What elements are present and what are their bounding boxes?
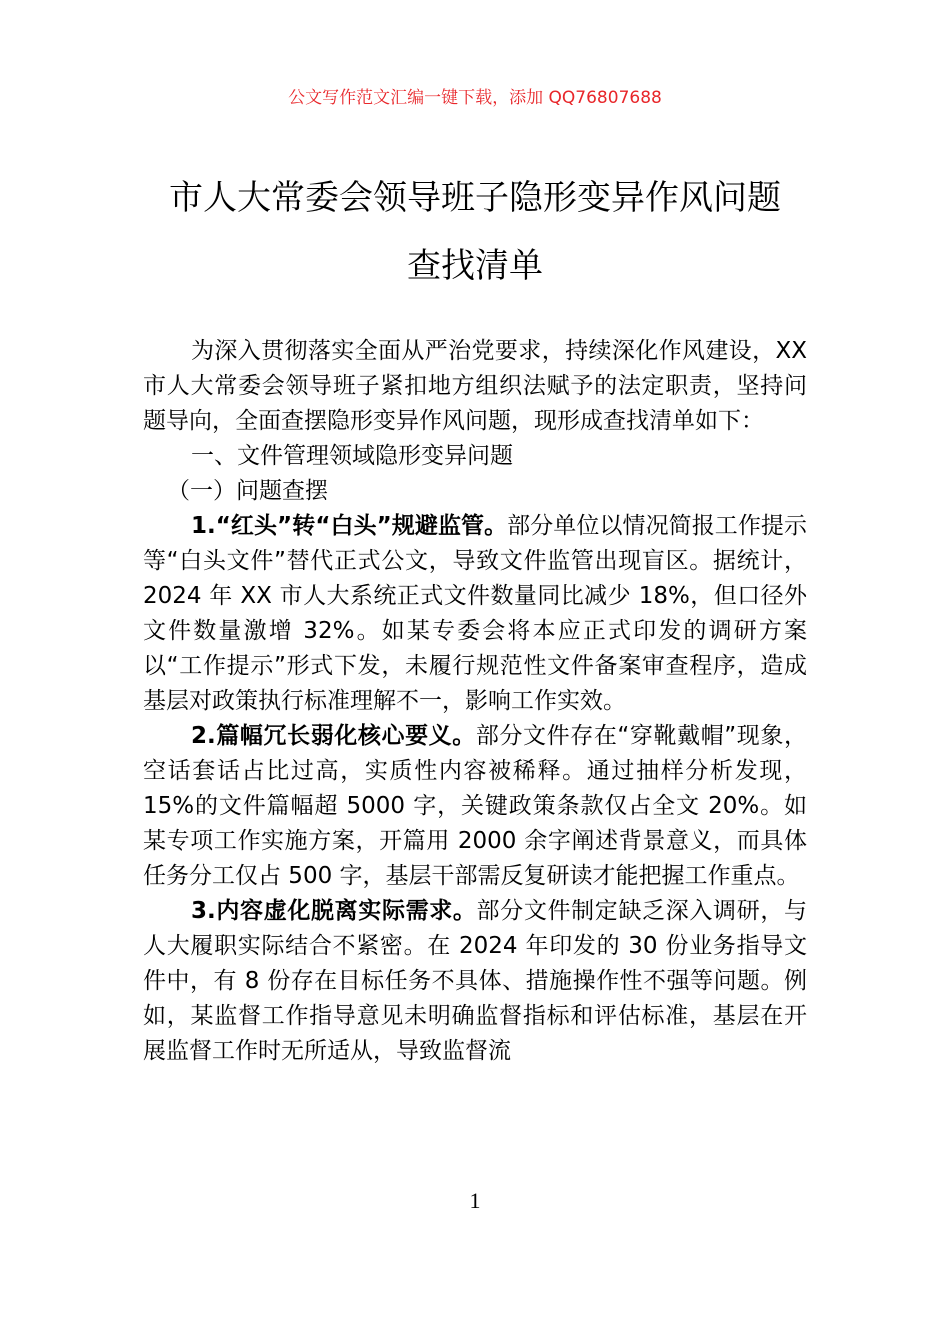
section-heading: 一、文件管理领域隐形变异问题 [191,443,513,469]
download-promo-note: 公文写作范文汇编一键下载，添加 QQ76807688 [288,88,662,108]
item-paragraph-1 [143,509,807,719]
document-title-line-2: 查找清单 [407,246,543,286]
subsection-heading: （一）问题查摆 [167,478,328,504]
item-text-1: 部分单位以情况简报工作提示等“白头文件”替代正式公文，导致文件监管出现盲区。据统计，2024 年 XX 市人大系统正式文件数量同比减少 18%，但口径外文件数量激增 32%。如某专委会将本应正式印发的调研方案以“工作提示”形式下发，未履行规范性文件备案审查程序，造成基层对政策执行标准理解不一，影响工作实效。 [143,513,807,714]
item-lead-2: 2.篇幅冗长弱化核心要义。 [191,723,476,749]
page-number: 1 [469,1188,481,1213]
item-lead-3: 3.内容虚化脱离实际需求。 [191,898,477,924]
document-title-line-1: 市人大常委会领导班子隐形变异作风问题 [169,178,781,218]
item-lead-1: 1.“红头”转“白头”规避监管。 [191,513,508,539]
intro-paragraph: 为深入贯彻落实全面从严治党要求，持续深化作风建设，XX 市人大常委会领导班子紧扣地方组织法赋予的法定职责，坚持问题导向，全面查摆隐形变异作风问题，现形成查找清单如下： [143,338,807,434]
document-body [143,334,807,1069]
item-paragraph-2 [143,719,807,894]
item-paragraph-3 [143,894,807,1069]
item-text-3: 部分文件制定缺乏深入调研，与人大履职实际结合不紧密。在 2024 年印发的 30 份业务指导文件中，有 8 份存在目标任务不具体、措施操作性不强等问题。例如，某监督工作指导意见未明确监督指标和评估标准，基层在开展监督工作时无所适从，导致监督流 [143,898,807,1064]
item-text-2: 部分文件存在“穿靴戴帽”现象，空话套话占比过高，实质性内容被稀释。通过抽样分析发现，15%的文件篇幅超 5000 字，关键政策条款仅占全文 20%。如某专项工作实施方案，开篇用 2000 余字阐述背景意义，而具体任务分工仅占 500 字，基层干部需反复研读才能把握工作重点。 [143,723,807,889]
